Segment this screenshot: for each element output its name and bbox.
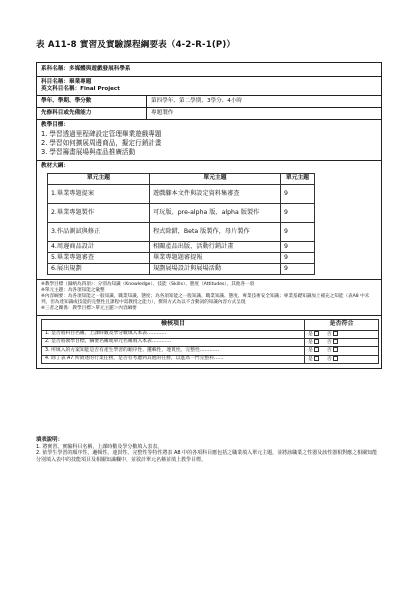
unit-hours: 9 — [281, 184, 315, 203]
yes-checkbox[interactable] — [314, 331, 319, 336]
units-header-content: 單元主題 — [150, 174, 281, 185]
semester-row — [37, 96, 381, 108]
table-row — [42, 347, 379, 355]
no-checkbox[interactable] — [333, 356, 338, 361]
table-row — [48, 184, 315, 203]
table-row — [48, 252, 315, 263]
yes-label: 是 — [308, 356, 313, 362]
goals-section — [37, 120, 381, 161]
checklist-table — [41, 319, 379, 365]
semester-label: 學年、學期、學分數 — [37, 96, 147, 107]
table-row — [48, 203, 315, 222]
goal-item: 1. 學習透過里程碑設定管理畢業遊戲專題 — [41, 130, 162, 138]
units-table — [47, 173, 315, 275]
checklist-header-row — [42, 319, 379, 330]
syllabus-form — [36, 62, 382, 369]
goal-item: 3. 學習籌畫展場與產品推廣活動 — [41, 148, 136, 156]
unit-content: 規劃展場設計與展場活動 — [150, 263, 281, 274]
unit-topic: 5.畢業專題審查 — [48, 252, 150, 263]
unit-topic: 4.周邊商品設計 — [48, 241, 150, 252]
unit-topic: 3.作品測試與修正 — [48, 222, 150, 241]
prereq-value: 專題製作 — [151, 110, 174, 116]
unit-hours: 9 — [281, 263, 315, 274]
no-checkbox[interactable] — [333, 331, 338, 336]
course-name-cn: 科目名稱：畢業專題 — [41, 79, 92, 85]
note-line: ※內容綱要：為各項知能之一般知識、職業知識、態度；為各項知能之一般知識、職業知識、態度、專業技術安全知識；專業基礎知識加上補充之知能（表A8 中未列，但為達知識或技能的完整性且課程中需教授之能力），撰寫方式為以不含動詞的知識內容方式呈現 — [41, 293, 370, 306]
check-item: 4. 除了表 A7 所敘述的行業任務，是否有考慮到其他的任務，以進為一門完整科…… — [42, 355, 305, 363]
no-label: 否 — [326, 339, 332, 345]
outline-label: 教材大綱： — [41, 163, 69, 169]
unit-content: 遊戲腳本文件與設定資料集審查 — [150, 184, 281, 203]
semester-value: 第四學年、第二學期、3學分、4小時 — [151, 98, 243, 104]
check-item: 2. 是否將教學目標，綱要名稱或單元名稱填入本表………… — [42, 338, 305, 346]
checklist-section — [37, 319, 381, 365]
units-header-topic: 單元主題 — [48, 174, 150, 185]
table-row — [42, 338, 379, 346]
check-item: 1. 是否將科目名稱、上課時數及學分數填入本表………… — [42, 330, 305, 338]
department-row: 系科名稱：多媒體與遊戲發展科學系 — [37, 63, 381, 77]
no-checkbox[interactable] — [333, 339, 338, 344]
unit-hours: 9 — [281, 252, 315, 263]
unit-content: 畢業專題題審提報 — [150, 252, 281, 263]
note-line: ※單元主題：為各項知能之彙整 — [41, 287, 105, 293]
unit-topic: 2.畢業專題製作 — [48, 203, 150, 222]
unit-topic: 6.展出規劃 — [48, 263, 150, 274]
yes-checkbox[interactable] — [314, 356, 319, 361]
unit-content: 相關產品出版、活動行銷計畫 — [150, 241, 281, 252]
unit-hours: 9 — [281, 241, 315, 252]
unit-content: 可玩版、pre-alpha 版、alpha 版製作 — [150, 203, 281, 222]
yes-checkbox[interactable] — [314, 339, 319, 344]
course-name-row — [37, 77, 381, 96]
yes-label: 是 — [308, 348, 313, 354]
prereq-label: 先修科目或先備能力 — [37, 108, 147, 119]
yes-label: 是 — [308, 339, 313, 345]
no-label: 否 — [326, 331, 332, 337]
unit-content: 程式除錯，Beta 版製作，母片製作 — [150, 222, 281, 241]
checklist-header: 檢核項目 — [42, 319, 305, 330]
yes-checkbox[interactable] — [314, 347, 319, 352]
no-label: 否 — [326, 348, 332, 354]
unit-topic: 1.畢業專題提案 — [48, 184, 150, 203]
instruction-line: 1. 將實習、實驗科目名稱，上課時數及學分數填入表表。 — [36, 443, 163, 450]
table-row — [48, 241, 315, 252]
goal-item: 2. 學習如何擴展周邊商品，擬定行銷計畫 — [41, 139, 162, 147]
document-title: 表 A11-8 實習及實驗課程綱要表（4-2-R-1(P)） — [36, 40, 236, 50]
unit-hours: 9 — [281, 203, 315, 222]
goals-label: 教學目標： — [41, 122, 69, 128]
course-name-en: 英文科目名稱：Final Project — [41, 86, 120, 92]
table-row — [42, 330, 379, 338]
no-checkbox[interactable] — [333, 347, 338, 352]
check-options — [305, 347, 379, 355]
units-header-hours: 單元主題 — [281, 174, 315, 185]
table-row — [48, 263, 315, 274]
table-row — [42, 355, 379, 363]
instructions-heading: 填表說明： — [36, 437, 63, 443]
yes-label: 是 — [308, 331, 313, 337]
unit-hours: 9 — [281, 222, 315, 241]
outline-section — [37, 161, 381, 280]
instruction-line: 2. 依學生學習的順序性，邏輯性、連貫性、完整性等特性將表 A8 中的各項科目應包括之職業填入單元主題，並將該職業之性器及該性器相對應之相關知能分別填入表中的技能項目及相關知識欄中，並敘計單元名稱並填上教學目標。 — [36, 450, 378, 463]
check-options — [305, 338, 379, 346]
check-options — [305, 330, 379, 338]
notes-section — [37, 280, 381, 316]
prereq-row — [37, 108, 381, 120]
check-options — [305, 355, 379, 363]
units-header-row — [48, 174, 315, 185]
note-line: ※三者之關係：教學目標＞單元主題＞內容綱要 — [41, 306, 137, 312]
check-item: 3. 所填入的方案知能是否有產生學習的順序性、邏輯性、連貫性、完整性………… — [42, 347, 305, 355]
no-label: 否 — [326, 356, 332, 362]
note-line: ※教學目標（歸納為四項）：分別為知識（Knowledge）、技能（Skills）、態度（Attitudes）、其他各一項 — [41, 281, 255, 287]
table-row — [48, 222, 315, 241]
checklist-yn-header: 是否符合 — [305, 319, 379, 330]
fill-instructions — [36, 437, 382, 463]
